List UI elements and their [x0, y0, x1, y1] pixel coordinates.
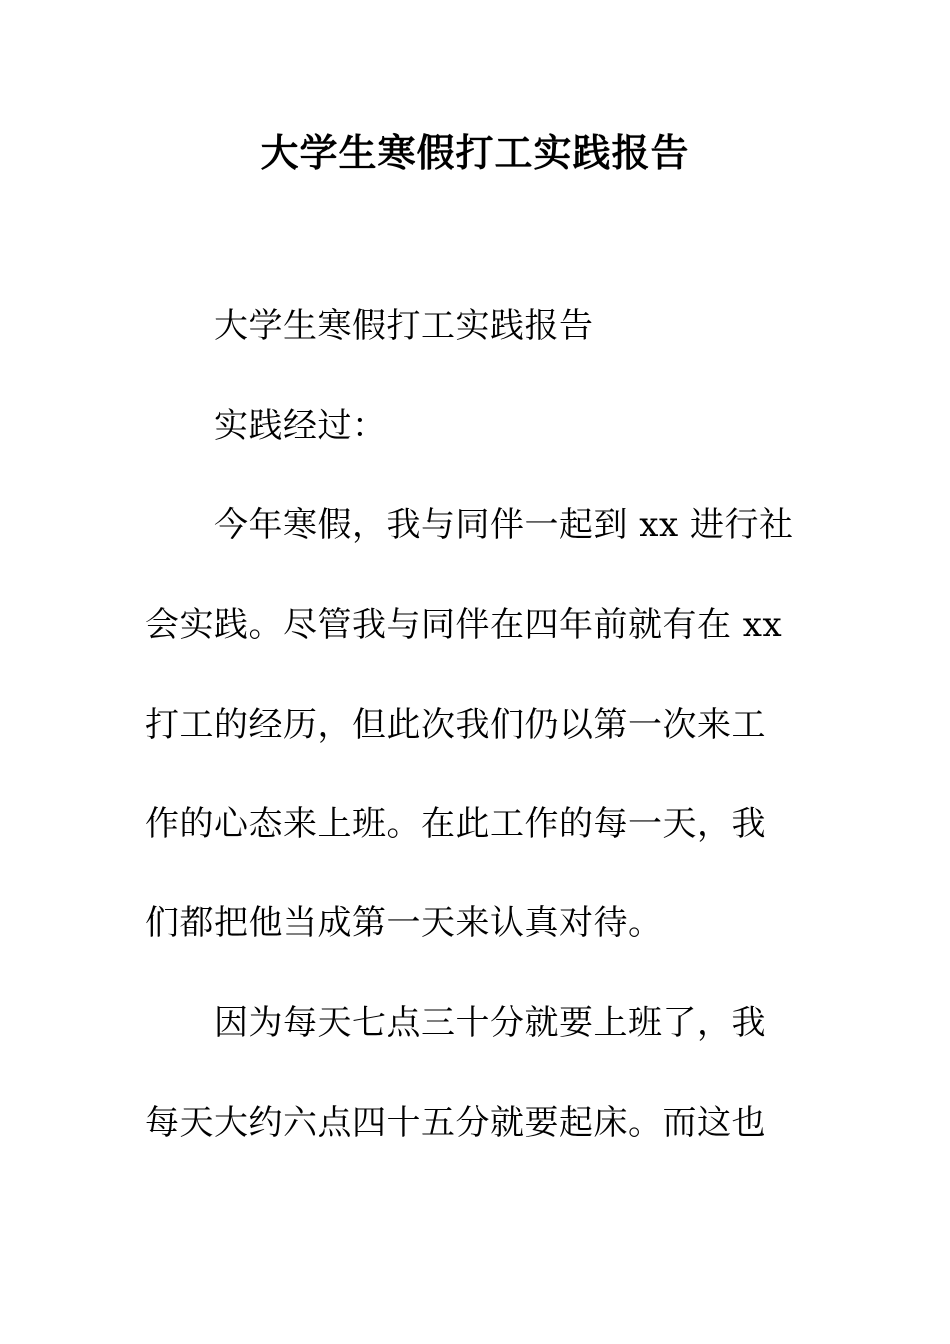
paragraph-heading-line: 大学生寒假打工实践报告 [214, 306, 594, 346]
body-text-line: 会实践。尽管我与同伴在四年前就有在 xx [145, 605, 783, 645]
body-text-line: 打工的经历，但此次我们仍以第一次来工 [145, 705, 766, 745]
document-title: 大学生寒假打工实践报告 [260, 130, 690, 175]
body-text-line: 每天大约六点四十五分就要起床。而这也 [145, 1103, 766, 1143]
section-label-line: 实践经过： [214, 406, 387, 446]
body-text-line: 今年寒假，我与同伴一起到 xx 进行社 [214, 505, 794, 545]
body-text-line: 作的心态来上班。在此工作的每一天，我 [145, 804, 766, 844]
body-text-line: 因为每天七点三十分就要上班了，我 [214, 1003, 766, 1043]
body-text-line: 们都把他当成第一天来认真对待。 [145, 903, 663, 943]
